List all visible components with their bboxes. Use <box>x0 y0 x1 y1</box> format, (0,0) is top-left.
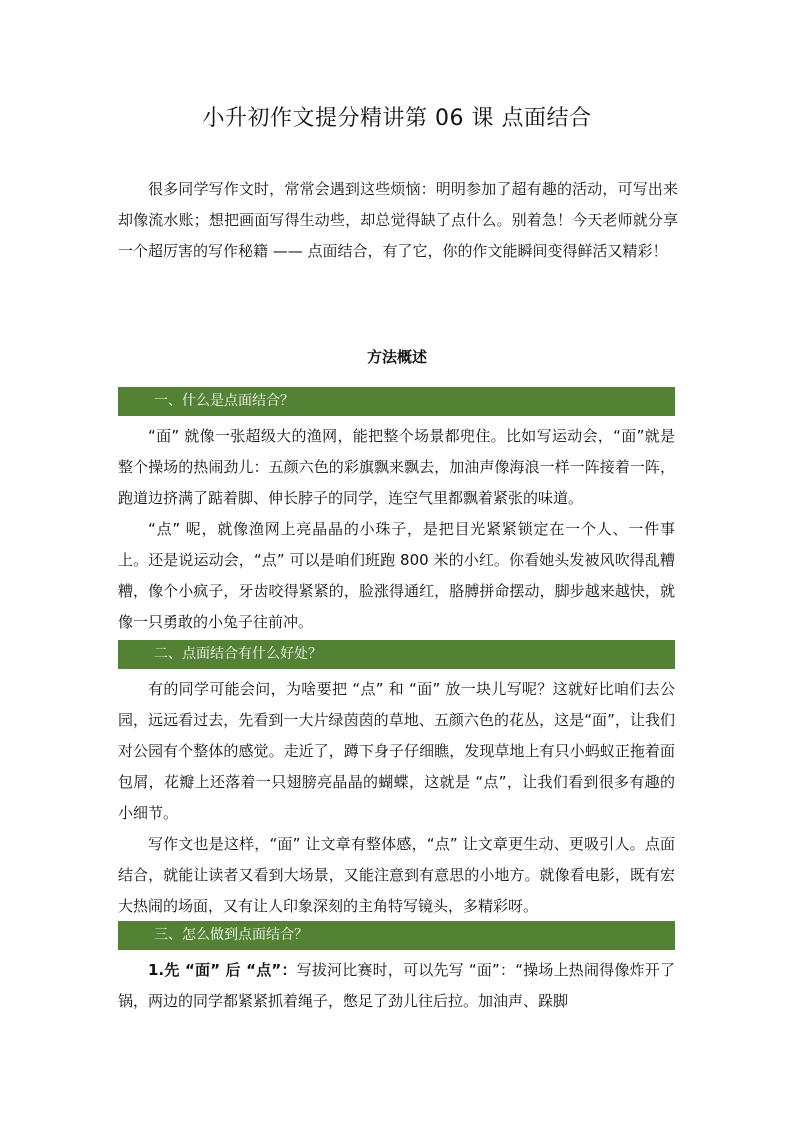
method-1-text: 写拔河比赛时，可以先写 “面”：“操场上热闹得像炸开了锅，两边的同学都紧紧抓着绳子，憋足了劲儿往后拉。加油声、跺脚 <box>118 961 675 1010</box>
section-3-paragraph-1 <box>118 955 675 1017</box>
method-1-lead: 1.先 “面” 后 “点”： <box>148 961 297 979</box>
section-heading-how: 三、怎么做到点面结合？ <box>118 921 675 950</box>
section-2-paragraph-1: 有的同学可能会问，为啥要把 “点” 和 “面” 放一块儿写呢？这就好比咱们去公园，远远看过去，先看到一大片绿茵茵的草地、五颜六色的花丛，这是“面”，让我们对公园有个整体的感觉。走近了，蹲下身子仔细瞧，发现草地上有只小蚂蚁正拖着面包屑，花瓣上还落着一只翅膀亮晶晶的蝴蝶，这就是 “点”，让我们看到很多有趣的小细节。 <box>118 680 675 822</box>
section-heading-what: 一、什么是点面结合？ <box>118 387 675 416</box>
overview-heading: 方法概述 <box>366 348 427 366</box>
section-2-paragraph-2: 写作文也是这样，“面” 让文章有整体感，“点” 让文章更生动、更吸引人。点面结合，就能让读者又看到大场景，又能注意到有意思的小地方。就像看电影，既有宏大热闹的场面，又有让人印象深刻的主角特写镜头，多精彩呀。 <box>118 835 675 915</box>
page-title: 小升初作文提分精讲第 06 课 点面结合 <box>202 106 592 131</box>
section-1-paragraph-2: “点” 呢，就像渔网上亮晶晶的小珠子，是把目光紧紧锁定在一个人、一件事上。还是说运动会，“点” 可以是咱们班跑 800 米的小红。你看她头发被风吹得乱糟糟，像个小疯子，牙齿咬得紧紧的，脸涨得通红，胳膊拼命摆动，脚步越来越快，就像一只勇敢的小兔子往前冲。 <box>118 520 675 631</box>
intro-paragraph: 很多同学写作文时，常常会遇到这些烦恼：明明参加了超有趣的活动，可写出来却像流水账；想把画面写得生动些，却总觉得缺了点什么。别着急！今天老师就分享一个超厉害的写作秘籍 —— 点面结合，有了它，你的作文能瞬间变得鲜活又精彩！ <box>118 180 678 260</box>
section-heading-benefits: 二、点面结合有什么好处？ <box>118 640 675 669</box>
section-1-paragraph-1: “面” 就像一张超级大的渔网，能把整个场景都兜住。比如写运动会，“面”就是整个操场的热闹劲儿：五颜六色的彩旗飘来飘去，加油声像海浪一样一阵接着一阵，跑道边挤满了踮着脚、伸长脖子的同学，连空气里都飘着紧张的味道。 <box>118 427 675 507</box>
